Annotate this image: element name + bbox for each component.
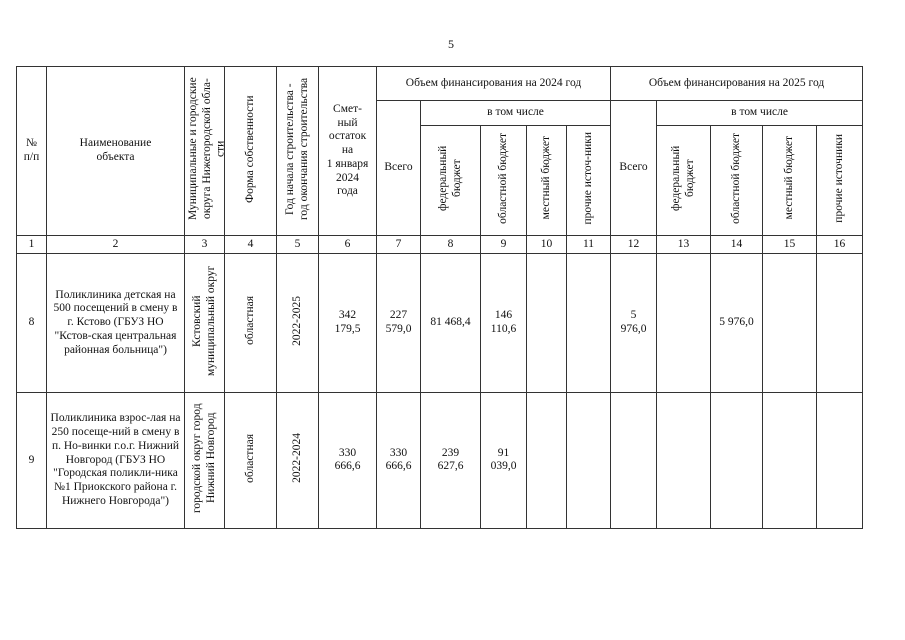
regional-2024: 146 110,6: [481, 254, 527, 393]
header-row-1: [17, 67, 863, 101]
header-local-2025: местный бюджет: [763, 126, 817, 236]
other-2024: [567, 254, 611, 393]
header-total-2024: Всего: [377, 101, 421, 236]
column-number: 3: [185, 236, 225, 254]
column-number: 11: [567, 236, 611, 254]
other-2024: [567, 393, 611, 529]
header-years: Год начала строительства - год окончания строительства: [277, 67, 319, 236]
header-federal-2025: федеральный бюджет: [657, 126, 711, 236]
regional-2025: [711, 393, 763, 529]
remainder: 342 179,5: [319, 254, 377, 393]
header-other-2024: прочие источ-ники: [567, 126, 611, 236]
municipality: Кстовский муниципальный округ: [185, 254, 225, 393]
column-number: 15: [763, 236, 817, 254]
object-name: Поликлиника детская на 500 посещений в смену в г. Кстово (ГБУЗ НО "Кстов-ская центральная районная больница"): [47, 254, 185, 393]
federal-2025: [657, 393, 711, 529]
municipality: городской округ город Нижний Новгород: [185, 393, 225, 529]
local-2025: [763, 393, 817, 529]
header-federal-2024: федеральный бюджет: [421, 126, 481, 236]
header-regional-2025: областной бюджет: [711, 126, 763, 236]
header-municipality: Муниципальные и городские округа Нижегородской обла-сти: [185, 67, 225, 236]
federal-2025: [657, 254, 711, 393]
column-number: 6: [319, 236, 377, 254]
header-regional-2024: областной бюджет: [481, 126, 527, 236]
federal-2024: 81 468,4: [421, 254, 481, 393]
header-fin-2024: Объем финансирования на 2024 год: [377, 67, 611, 101]
header-total-2025: Всего: [611, 101, 657, 236]
header-ownership: Форма собственности: [225, 67, 277, 236]
column-number: 8: [421, 236, 481, 254]
header-including-2024: в том числе: [421, 101, 611, 126]
table-row: [17, 393, 863, 529]
column-number: 4: [225, 236, 277, 254]
header-other-2025: прочие источники: [817, 126, 863, 236]
row-num: 9: [17, 393, 47, 529]
ownership: областная: [225, 393, 277, 529]
column-number-row: [17, 236, 863, 254]
column-number: 13: [657, 236, 711, 254]
header-remainder: Смет- ный остаток на 1 января 2024 года: [319, 67, 377, 236]
total-2024: 330 666,6: [377, 393, 421, 529]
header-num: № п/п: [17, 67, 47, 236]
regional-2025: 5 976,0: [711, 254, 763, 393]
other-2025: [817, 393, 863, 529]
header-local-2024: местный бюджет: [527, 126, 567, 236]
row-num: 8: [17, 254, 47, 393]
total-2025: [611, 393, 657, 529]
table-row: [17, 254, 863, 393]
header-including-2025: в том числе: [657, 101, 863, 126]
other-2025: [817, 254, 863, 393]
column-number: 10: [527, 236, 567, 254]
column-number: 1: [17, 236, 47, 254]
page-number: 5: [448, 37, 454, 51]
regional-2024: 91 039,0: [481, 393, 527, 529]
column-number: 14: [711, 236, 763, 254]
column-number: 5: [277, 236, 319, 254]
total-2024: 227 579,0: [377, 254, 421, 393]
column-number: 9: [481, 236, 527, 254]
remainder: 330 666,6: [319, 393, 377, 529]
object-name: Поликлиника взрос-лая на 250 посеще-ний в смену в п. Но-винки г.о.г. Нижний Новгород (ГБУЗ НО "Городская поликли-ника №1 Приокского района г. Нижнего Новгорода"): [47, 393, 185, 529]
local-2025: [763, 254, 817, 393]
local-2024: [527, 254, 567, 393]
total-2025: 5 976,0: [611, 254, 657, 393]
column-number: 16: [817, 236, 863, 254]
local-2024: [527, 393, 567, 529]
column-number: 12: [611, 236, 657, 254]
years: 2022-2024: [277, 393, 319, 529]
header-name: Наименование объекта: [47, 67, 185, 236]
years: 2022-2025: [277, 254, 319, 393]
ownership: областная: [225, 254, 277, 393]
header-fin-2025: Объем финансирования на 2025 год: [611, 67, 863, 101]
column-number: 2: [47, 236, 185, 254]
column-number: 7: [377, 236, 421, 254]
financing-table: [16, 66, 863, 529]
federal-2024: 239 627,6: [421, 393, 481, 529]
